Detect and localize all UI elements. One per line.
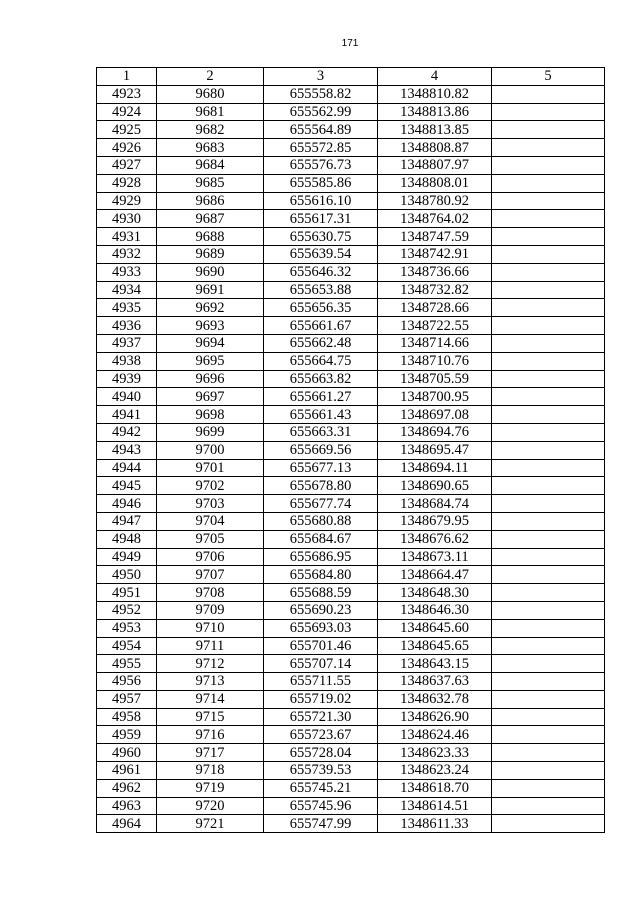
table-cell-col-5: [492, 744, 605, 762]
table-cell-col-4: 1348646.30: [378, 601, 492, 619]
table-row: [97, 281, 605, 299]
table-cell-col-5: [492, 779, 605, 797]
table-cell-col-2: 9689: [157, 245, 264, 263]
table-cell-col-4: 1348645.60: [378, 619, 492, 637]
table-cell-col-5: [492, 512, 605, 530]
table-cell-col-1: 4932: [97, 245, 157, 263]
table-cell-col-4: 1348637.63: [378, 673, 492, 691]
table-cell-col-3: 655684.67: [264, 530, 378, 548]
table-row: [97, 299, 605, 317]
table-cell-col-1: 4954: [97, 637, 157, 655]
column-header-3: 3: [264, 68, 378, 86]
table-cell-col-2: 9691: [157, 281, 264, 299]
table-cell-col-2: 9690: [157, 263, 264, 281]
table-cell-col-2: 9697: [157, 388, 264, 406]
table-cell-col-2: 9694: [157, 334, 264, 352]
table-cell-col-3: 655686.95: [264, 548, 378, 566]
table-cell-col-2: 9688: [157, 228, 264, 246]
table-cell-col-1: 4964: [97, 815, 157, 833]
table-row: [97, 352, 605, 370]
table-row: [97, 477, 605, 495]
table-row: [97, 690, 605, 708]
table-cell-col-2: 9701: [157, 459, 264, 477]
table-cell-col-5: [492, 281, 605, 299]
table-cell-col-3: 655572.85: [264, 139, 378, 157]
table-cell-col-2: 9696: [157, 370, 264, 388]
table-header-row: [97, 68, 605, 86]
table-cell-col-3: 655701.46: [264, 637, 378, 655]
table-cell-col-5: [492, 156, 605, 174]
table-row: [97, 815, 605, 833]
table-cell-col-3: 655728.04: [264, 744, 378, 762]
table-cell-col-3: 655663.31: [264, 423, 378, 441]
table-row: [97, 619, 605, 637]
table-row: [97, 548, 605, 566]
table-cell-col-2: 9681: [157, 103, 264, 121]
table-cell-col-3: 655688.59: [264, 584, 378, 602]
table-cell-col-4: 1348645.65: [378, 637, 492, 655]
table-cell-col-4: 1348697.08: [378, 406, 492, 424]
table-row: [97, 601, 605, 619]
table-cell-col-5: [492, 334, 605, 352]
table-cell-col-1: 4960: [97, 744, 157, 762]
table-cell-col-5: [492, 477, 605, 495]
table-cell-col-3: 655721.30: [264, 708, 378, 726]
table-row: [97, 174, 605, 192]
table-cell-col-3: 655690.23: [264, 601, 378, 619]
table-cell-col-1: 4945: [97, 477, 157, 495]
table-cell-col-2: 9720: [157, 797, 264, 815]
table-cell-col-2: 9680: [157, 85, 264, 103]
table-cell-col-3: 655711.55: [264, 673, 378, 691]
table-row: [97, 584, 605, 602]
table-cell-col-1: 4939: [97, 370, 157, 388]
table-row: [97, 779, 605, 797]
table-cell-col-3: 655576.73: [264, 156, 378, 174]
table-row: [97, 317, 605, 335]
table-cell-col-1: 4926: [97, 139, 157, 157]
table-cell-col-2: 9707: [157, 566, 264, 584]
table-cell-col-1: 4938: [97, 352, 157, 370]
table-cell-col-5: [492, 388, 605, 406]
table-cell-col-3: 655663.82: [264, 370, 378, 388]
table-cell-col-1: 4940: [97, 388, 157, 406]
table-cell-col-5: [492, 85, 605, 103]
table-cell-col-4: 1348679.95: [378, 512, 492, 530]
table-row: [97, 103, 605, 121]
table-cell-col-3: 655693.03: [264, 619, 378, 637]
table-cell-col-3: 655661.27: [264, 388, 378, 406]
table-cell-col-3: 655723.67: [264, 726, 378, 744]
table-cell-col-4: 1348722.55: [378, 317, 492, 335]
table-row: [97, 334, 605, 352]
table-cell-col-1: 4929: [97, 192, 157, 210]
table-cell-col-1: 4952: [97, 601, 157, 619]
table-cell-col-5: [492, 726, 605, 744]
table-cell-col-3: 655562.99: [264, 103, 378, 121]
table-cell-col-3: 655646.32: [264, 263, 378, 281]
table-cell-col-1: 4948: [97, 530, 157, 548]
table-cell-col-1: 4941: [97, 406, 157, 424]
table-cell-col-5: [492, 174, 605, 192]
table-cell-col-5: [492, 548, 605, 566]
table-cell-col-5: [492, 495, 605, 513]
table-cell-col-5: [492, 406, 605, 424]
table-cell-col-1: 4953: [97, 619, 157, 637]
table-cell-col-4: 1348742.91: [378, 245, 492, 263]
table-cell-col-2: 9693: [157, 317, 264, 335]
table-cell-col-5: [492, 815, 605, 833]
table-cell-col-3: 655707.14: [264, 655, 378, 673]
table-row: [97, 530, 605, 548]
table-cell-col-4: 1348694.11: [378, 459, 492, 477]
table-cell-col-3: 655616.10: [264, 192, 378, 210]
table-cell-col-4: 1348728.66: [378, 299, 492, 317]
table-cell-col-5: [492, 441, 605, 459]
table-cell-col-3: 655745.21: [264, 779, 378, 797]
table-cell-col-3: 655558.82: [264, 85, 378, 103]
table-cell-col-4: 1348624.46: [378, 726, 492, 744]
table-cell-col-5: [492, 299, 605, 317]
table-cell-col-3: 655653.88: [264, 281, 378, 299]
table-cell-col-2: 9712: [157, 655, 264, 673]
table-cell-col-3: 655585.86: [264, 174, 378, 192]
table-body: [97, 85, 605, 832]
table-cell-col-5: [492, 317, 605, 335]
table-cell-col-1: 4959: [97, 726, 157, 744]
table-cell-col-2: 9682: [157, 121, 264, 139]
table-cell-col-3: 655669.56: [264, 441, 378, 459]
column-header-2: 2: [157, 68, 264, 86]
table-row: [97, 406, 605, 424]
table-cell-col-3: 655747.99: [264, 815, 378, 833]
table-cell-col-2: 9702: [157, 477, 264, 495]
table-cell-col-3: 655719.02: [264, 690, 378, 708]
table-cell-col-3: 655639.54: [264, 245, 378, 263]
table-cell-col-2: 9715: [157, 708, 264, 726]
table-cell-col-2: 9714: [157, 690, 264, 708]
table-cell-col-4: 1348736.66: [378, 263, 492, 281]
table-cell-col-2: 9710: [157, 619, 264, 637]
table-cell-col-4: 1348807.97: [378, 156, 492, 174]
table-cell-col-4: 1348764.02: [378, 210, 492, 228]
table-row: [97, 228, 605, 246]
table-cell-col-3: 655661.43: [264, 406, 378, 424]
table-cell-col-3: 655617.31: [264, 210, 378, 228]
table-row: [97, 762, 605, 780]
table-cell-col-1: 4942: [97, 423, 157, 441]
table-row: [97, 708, 605, 726]
table-cell-col-2: 9709: [157, 601, 264, 619]
table-cell-col-2: 9716: [157, 726, 264, 744]
table-cell-col-4: 1348705.59: [378, 370, 492, 388]
table-cell-col-3: 655678.80: [264, 477, 378, 495]
table-cell-col-1: 4936: [97, 317, 157, 335]
table-cell-col-2: 9713: [157, 673, 264, 691]
table-row: [97, 423, 605, 441]
table-cell-col-2: 9698: [157, 406, 264, 424]
table-row: [97, 495, 605, 513]
table-cell-col-4: 1348614.51: [378, 797, 492, 815]
table-cell-col-1: 4931: [97, 228, 157, 246]
table-cell-col-4: 1348813.86: [378, 103, 492, 121]
table-cell-col-5: [492, 103, 605, 121]
table-cell-col-2: 9684: [157, 156, 264, 174]
table-row: [97, 139, 605, 157]
table-cell-col-3: 655745.96: [264, 797, 378, 815]
table-cell-col-1: 4943: [97, 441, 157, 459]
table-cell-col-2: 9692: [157, 299, 264, 317]
table-cell-col-1: 4924: [97, 103, 157, 121]
table-cell-col-4: 1348632.78: [378, 690, 492, 708]
table-cell-col-5: [492, 352, 605, 370]
table-cell-col-4: 1348673.11: [378, 548, 492, 566]
table-row: [97, 566, 605, 584]
table-row: [97, 726, 605, 744]
table-row: [97, 459, 605, 477]
table-row: [97, 637, 605, 655]
table-cell-col-3: 655662.48: [264, 334, 378, 352]
table-cell-col-2: 9695: [157, 352, 264, 370]
table-row: [97, 370, 605, 388]
table-cell-col-4: 1348676.62: [378, 530, 492, 548]
table-cell-col-5: [492, 690, 605, 708]
table-row: [97, 744, 605, 762]
table-cell-col-1: 4946: [97, 495, 157, 513]
table-row: [97, 156, 605, 174]
table-cell-col-4: 1348648.30: [378, 584, 492, 602]
table-cell-col-1: 4928: [97, 174, 157, 192]
column-header-5: 5: [492, 68, 605, 86]
table-cell-col-4: 1348618.70: [378, 779, 492, 797]
table-cell-col-2: 9705: [157, 530, 264, 548]
table-cell-col-1: 4944: [97, 459, 157, 477]
table-cell-col-1: 4950: [97, 566, 157, 584]
table-cell-col-3: 655664.75: [264, 352, 378, 370]
table-cell-col-3: 655739.53: [264, 762, 378, 780]
table-cell-col-3: 655656.35: [264, 299, 378, 317]
table-cell-col-2: 9703: [157, 495, 264, 513]
table-row: [97, 85, 605, 103]
table-cell-col-1: 4955: [97, 655, 157, 673]
table-cell-col-2: 9719: [157, 779, 264, 797]
table-cell-col-1: 4957: [97, 690, 157, 708]
table-cell-col-1: 4951: [97, 584, 157, 602]
table-cell-col-3: 655684.80: [264, 566, 378, 584]
table-cell-col-2: 9700: [157, 441, 264, 459]
table-cell-col-5: [492, 121, 605, 139]
table-cell-col-5: [492, 584, 605, 602]
table-cell-col-5: [492, 192, 605, 210]
table-cell-col-2: 9708: [157, 584, 264, 602]
table-row: [97, 512, 605, 530]
table-cell-col-5: [492, 370, 605, 388]
table-row: [97, 263, 605, 281]
table-cell-col-4: 1348732.82: [378, 281, 492, 299]
table-cell-col-5: [492, 423, 605, 441]
table-cell-col-1: 4934: [97, 281, 157, 299]
table-cell-col-5: [492, 637, 605, 655]
table-cell-col-1: 4923: [97, 85, 157, 103]
table-cell-col-1: 4935: [97, 299, 157, 317]
table-cell-col-2: 9685: [157, 174, 264, 192]
table-row: [97, 441, 605, 459]
table-cell-col-1: 4961: [97, 762, 157, 780]
table-cell-col-4: 1348813.85: [378, 121, 492, 139]
table-row: [97, 210, 605, 228]
table-row: [97, 673, 605, 691]
coordinates-table: [96, 67, 605, 833]
table-cell-col-1: 4958: [97, 708, 157, 726]
table-cell-col-3: 655680.88: [264, 512, 378, 530]
table-cell-col-2: 9721: [157, 815, 264, 833]
table-cell-col-5: [492, 708, 605, 726]
table-cell-col-4: 1348690.65: [378, 477, 492, 495]
page-number: 171: [341, 38, 359, 49]
table-cell-col-5: [492, 797, 605, 815]
table-cell-col-2: 9704: [157, 512, 264, 530]
table-cell-col-5: [492, 655, 605, 673]
table-cell-col-4: 1348623.24: [378, 762, 492, 780]
table-cell-col-4: 1348710.76: [378, 352, 492, 370]
table-cell-col-1: 4947: [97, 512, 157, 530]
table-cell-col-1: 4956: [97, 673, 157, 691]
table-cell-col-5: [492, 139, 605, 157]
table-cell-col-4: 1348664.47: [378, 566, 492, 584]
table-row: [97, 121, 605, 139]
table-cell-col-5: [492, 459, 605, 477]
table-cell-col-5: [492, 210, 605, 228]
table-cell-col-5: [492, 530, 605, 548]
table-cell-col-5: [492, 673, 605, 691]
table-cell-col-1: 4949: [97, 548, 157, 566]
table-cell-col-2: 9718: [157, 762, 264, 780]
table-cell-col-1: 4937: [97, 334, 157, 352]
table-cell-col-1: 4930: [97, 210, 157, 228]
table-row: [97, 655, 605, 673]
table-cell-col-3: 655630.75: [264, 228, 378, 246]
column-header-1: 1: [97, 68, 157, 86]
table-cell-col-2: 9717: [157, 744, 264, 762]
table-cell-col-2: 9711: [157, 637, 264, 655]
table-cell-col-4: 1348747.59: [378, 228, 492, 246]
table-cell-col-2: 9686: [157, 192, 264, 210]
table-cell-col-4: 1348700.95: [378, 388, 492, 406]
table-cell-col-4: 1348780.92: [378, 192, 492, 210]
table-cell-col-5: [492, 245, 605, 263]
table-cell-col-4: 1348643.15: [378, 655, 492, 673]
table-cell-col-4: 1348623.33: [378, 744, 492, 762]
table-cell-col-1: 4963: [97, 797, 157, 815]
table-row: [97, 388, 605, 406]
column-header-4: 4: [378, 68, 492, 86]
table-cell-col-1: 4962: [97, 779, 157, 797]
table-cell-col-2: 9683: [157, 139, 264, 157]
table-cell-col-4: 1348714.66: [378, 334, 492, 352]
table-cell-col-4: 1348611.33: [378, 815, 492, 833]
table-cell-col-5: [492, 619, 605, 637]
table-cell-col-3: 655677.74: [264, 495, 378, 513]
table-cell-col-3: 655677.13: [264, 459, 378, 477]
table-cell-col-4: 1348694.76: [378, 423, 492, 441]
table-cell-col-4: 1348626.90: [378, 708, 492, 726]
table-cell-col-2: 9699: [157, 423, 264, 441]
table-cell-col-5: [492, 762, 605, 780]
table-cell-col-4: 1348808.87: [378, 139, 492, 157]
table-cell-col-5: [492, 228, 605, 246]
table-row: [97, 192, 605, 210]
table-cell-col-1: 4933: [97, 263, 157, 281]
table-row: [97, 245, 605, 263]
table-cell-col-1: 4925: [97, 121, 157, 139]
table-cell-col-3: 655564.89: [264, 121, 378, 139]
table-row: [97, 797, 605, 815]
table-cell-col-1: 4927: [97, 156, 157, 174]
table-cell-col-4: 1348810.82: [378, 85, 492, 103]
table-cell-col-4: 1348695.47: [378, 441, 492, 459]
table-cell-col-4: 1348684.74: [378, 495, 492, 513]
table-cell-col-5: [492, 601, 605, 619]
table-cell-col-5: [492, 263, 605, 281]
table-cell-col-2: 9687: [157, 210, 264, 228]
table-cell-col-3: 655661.67: [264, 317, 378, 335]
table-cell-col-5: [492, 566, 605, 584]
table-cell-col-4: 1348808.01: [378, 174, 492, 192]
table-cell-col-2: 9706: [157, 548, 264, 566]
